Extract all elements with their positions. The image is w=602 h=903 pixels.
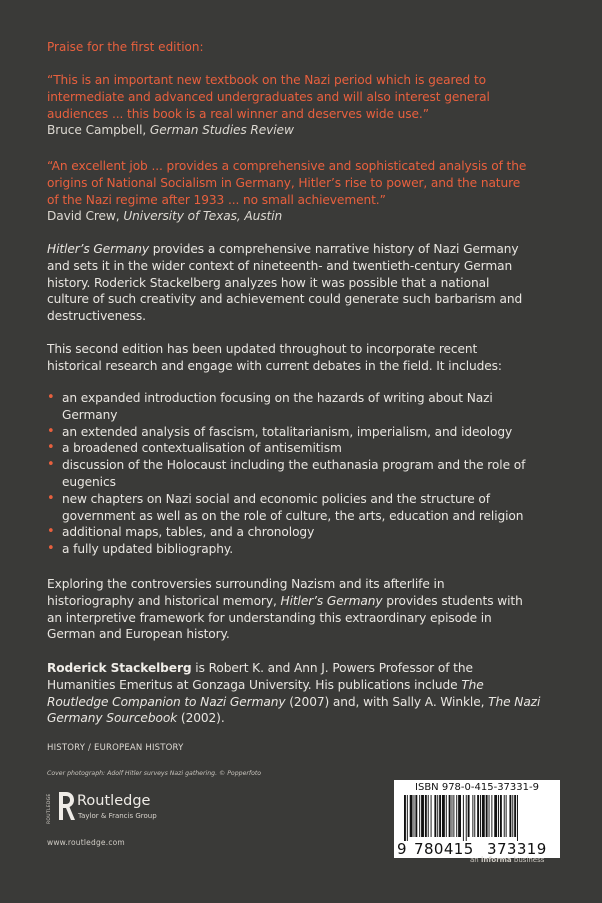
feature-bullet-item bbox=[47, 541, 567, 558]
text-line: and sets it in the wider context of nineteenth- and twentieth-century German bbox=[47, 258, 513, 273]
barcode-bar bbox=[431, 795, 432, 837]
book-title: Hitler’s Germany bbox=[47, 242, 149, 256]
publisher-group: Taylor & Francis Group bbox=[78, 812, 157, 820]
text-line: German and European history. bbox=[47, 627, 230, 642]
review-quote-1 bbox=[47, 72, 567, 139]
text-line: This second edition has been updated throughout to incorporate recent bbox=[47, 342, 478, 356]
bullet-dot-icon: • bbox=[47, 524, 55, 540]
bullet-dot-icon: • bbox=[47, 440, 55, 456]
routledge-logo bbox=[47, 790, 187, 830]
bullet-text-line: eugenics bbox=[62, 474, 116, 489]
barcode-bar bbox=[498, 795, 499, 837]
barcode-bar bbox=[491, 795, 492, 837]
book-title: Routledge Companion to Nazi Germany bbox=[47, 694, 286, 709]
barcode-lead-digit: 9 bbox=[397, 840, 407, 858]
text-line: an interpretive framework for understanding this extraordinary episode in bbox=[47, 610, 492, 625]
text-line: provides students with bbox=[382, 593, 523, 608]
barcode-bar bbox=[472, 795, 473, 837]
barcode-bar bbox=[434, 795, 436, 837]
feature-bullet-item bbox=[47, 491, 567, 525]
barcode-bar bbox=[480, 795, 481, 837]
barcode-bar bbox=[486, 795, 488, 837]
feature-bullet-item bbox=[47, 457, 567, 491]
publisher-name: Routledge bbox=[77, 793, 151, 809]
isbn-number: ISBN 978-0-415-37331-9 bbox=[415, 782, 539, 793]
barcode-bar bbox=[466, 795, 467, 841]
review-quote-2 bbox=[47, 158, 567, 225]
text-line: (2007) and, with Sally A. Winkle, bbox=[285, 694, 489, 709]
barcode-bars bbox=[400, 795, 554, 841]
barcode-right-digits: 373319 bbox=[487, 840, 547, 858]
text-line: Humanities Emeritus at Gonzaga University. His publications include bbox=[47, 677, 462, 692]
bullet-text-line: additional maps, tables, and a chronology bbox=[62, 525, 315, 540]
barcode-bar bbox=[500, 795, 502, 837]
author-name: Roderick Stackelberg bbox=[47, 661, 192, 675]
quote-source: University of Texas, Austin bbox=[123, 209, 283, 224]
quote-line: origins of National Socialism in Germany, Hitler’s rise to power, and the nature bbox=[47, 175, 521, 190]
barcode-bar bbox=[474, 795, 475, 837]
quote-attribution bbox=[47, 122, 567, 139]
bullet-dot-icon: • bbox=[47, 490, 55, 506]
quote-attribution bbox=[47, 208, 567, 225]
barcode-bar bbox=[494, 795, 497, 837]
barcode-bar bbox=[504, 795, 505, 837]
book-title: Hitler’s Germany bbox=[280, 593, 383, 608]
barcode-bar bbox=[453, 795, 454, 837]
barcode-bar bbox=[512, 795, 513, 837]
quote-author: David Crew, bbox=[47, 209, 124, 224]
barcode-bar bbox=[456, 795, 457, 837]
bullet-dot-icon: • bbox=[47, 541, 55, 557]
text-line: (2002). bbox=[177, 711, 225, 726]
barcode-bar bbox=[468, 795, 470, 837]
quote-line: “This is an important new textbook on the Nazi period which is geared to bbox=[47, 73, 487, 87]
quote-author: Bruce Campbell, bbox=[47, 123, 150, 138]
praise-heading: Praise for the first edition: bbox=[47, 40, 204, 54]
bullet-dot-icon: • bbox=[47, 390, 55, 405]
quote-source: German Studies Review bbox=[149, 123, 294, 138]
logo-side-text: ROUTLEDGE bbox=[47, 793, 52, 824]
barcode-bar bbox=[419, 795, 420, 837]
barcode-bar bbox=[404, 795, 406, 841]
barcode-bar bbox=[414, 795, 415, 837]
text-line: is Robert K. and Ann J. Powers Professor of the bbox=[191, 661, 473, 675]
barcode-bar bbox=[428, 795, 429, 837]
bullet-text-line: new chapters on Nazi social and economic policies and the structure of bbox=[62, 491, 490, 506]
barcode-bar bbox=[514, 795, 516, 837]
book-title: The bbox=[461, 677, 484, 692]
feature-bullet-item bbox=[47, 390, 567, 424]
bullet-text-line: an expanded introduction focusing on the hazards of writing about Nazi bbox=[62, 391, 493, 405]
subject-category: HISTORY / EUROPEAN HISTORY bbox=[47, 743, 184, 753]
barcode-bar bbox=[421, 795, 424, 837]
feature-bullet-item bbox=[47, 440, 567, 457]
feature-bullet-item bbox=[47, 424, 567, 441]
description-paragraph-1 bbox=[47, 241, 567, 325]
text-line: history. Roderick Stackelberg analyzes how it was possible that a national bbox=[47, 275, 490, 290]
barcode-bar bbox=[437, 795, 438, 837]
description-paragraph-2 bbox=[47, 341, 567, 375]
bullet-text-line: a fully updated bibliography. bbox=[62, 542, 233, 557]
barcode-bar bbox=[407, 795, 408, 841]
text-line: culture of such creativity and achievement could generate such barbarism and bbox=[47, 292, 523, 307]
informa-tagline: an informa business bbox=[470, 856, 545, 864]
barcode-bar bbox=[458, 795, 461, 837]
barcode-left-digits: 780415 bbox=[414, 840, 474, 858]
feature-bullet-item bbox=[47, 524, 567, 541]
bullet-text-line: a broadened contextualisation of antisemitism bbox=[62, 441, 342, 456]
barcode-bar bbox=[509, 795, 511, 837]
bullet-text-line: government as well as on the role of culture, the arts, education and religion bbox=[62, 508, 524, 523]
barcode-bar bbox=[410, 795, 413, 837]
isbn-barcode bbox=[394, 780, 560, 858]
publisher-website: www.routledge.com bbox=[47, 838, 125, 847]
barcode-bar bbox=[446, 795, 447, 837]
barcode-bar bbox=[425, 795, 427, 837]
barcode-bar bbox=[482, 795, 485, 837]
barcode-bar bbox=[477, 795, 479, 837]
photo-credit: Cover photograph: Adolf Hitler surveys Nazi gathering. © Popperfoto bbox=[47, 770, 262, 777]
quote-line: “An excellent job ... provides a comprehensive and sophisticated analysis of the bbox=[47, 159, 527, 173]
barcode-bar bbox=[463, 795, 464, 841]
barcode-bar bbox=[415, 795, 417, 837]
barcode-bar bbox=[439, 795, 441, 837]
features-list bbox=[47, 390, 567, 558]
text-line: Exploring the controversies surrounding Nazism and its afterlife in bbox=[47, 577, 445, 591]
bullet-text-line: discussion of the Holocaust including the euthanasia program and the role of bbox=[62, 458, 526, 473]
text-line: destructiveness. bbox=[47, 309, 146, 324]
barcode-bar bbox=[442, 795, 445, 837]
text-line: historical research and engage with current debates in the field. It includes: bbox=[47, 358, 502, 373]
text-line: provides a comprehensive narrative history of Nazi Germany bbox=[148, 242, 519, 256]
barcode-bar bbox=[506, 795, 507, 837]
bullet-dot-icon: • bbox=[47, 457, 55, 473]
book-title: Germany Sourcebook bbox=[47, 711, 178, 726]
quote-line: of the Nazi regime after 1933 ... no small achievement.” bbox=[47, 192, 386, 207]
routledge-r-icon bbox=[57, 790, 75, 822]
description-paragraph-3 bbox=[47, 576, 567, 643]
barcode-bar bbox=[449, 795, 451, 837]
bullet-dot-icon: • bbox=[47, 423, 55, 439]
quote-line: audiences ... this book is a real winner and deserves wide use.” bbox=[47, 106, 429, 121]
author-bio bbox=[47, 660, 567, 727]
bullet-text-line: Germany bbox=[62, 407, 118, 422]
barcode-bar bbox=[517, 795, 518, 841]
book-title: The Nazi bbox=[488, 694, 541, 709]
quote-line: intermediate and advanced undergraduates and will also interest general bbox=[47, 89, 490, 104]
bullet-text-line: an extended analysis of fascism, totalitarianism, imperialism, and ideology bbox=[62, 424, 513, 439]
text-line: historiography and historical memory, bbox=[47, 593, 281, 608]
barcode-bar bbox=[452, 795, 453, 837]
barcode-bar bbox=[489, 795, 490, 837]
